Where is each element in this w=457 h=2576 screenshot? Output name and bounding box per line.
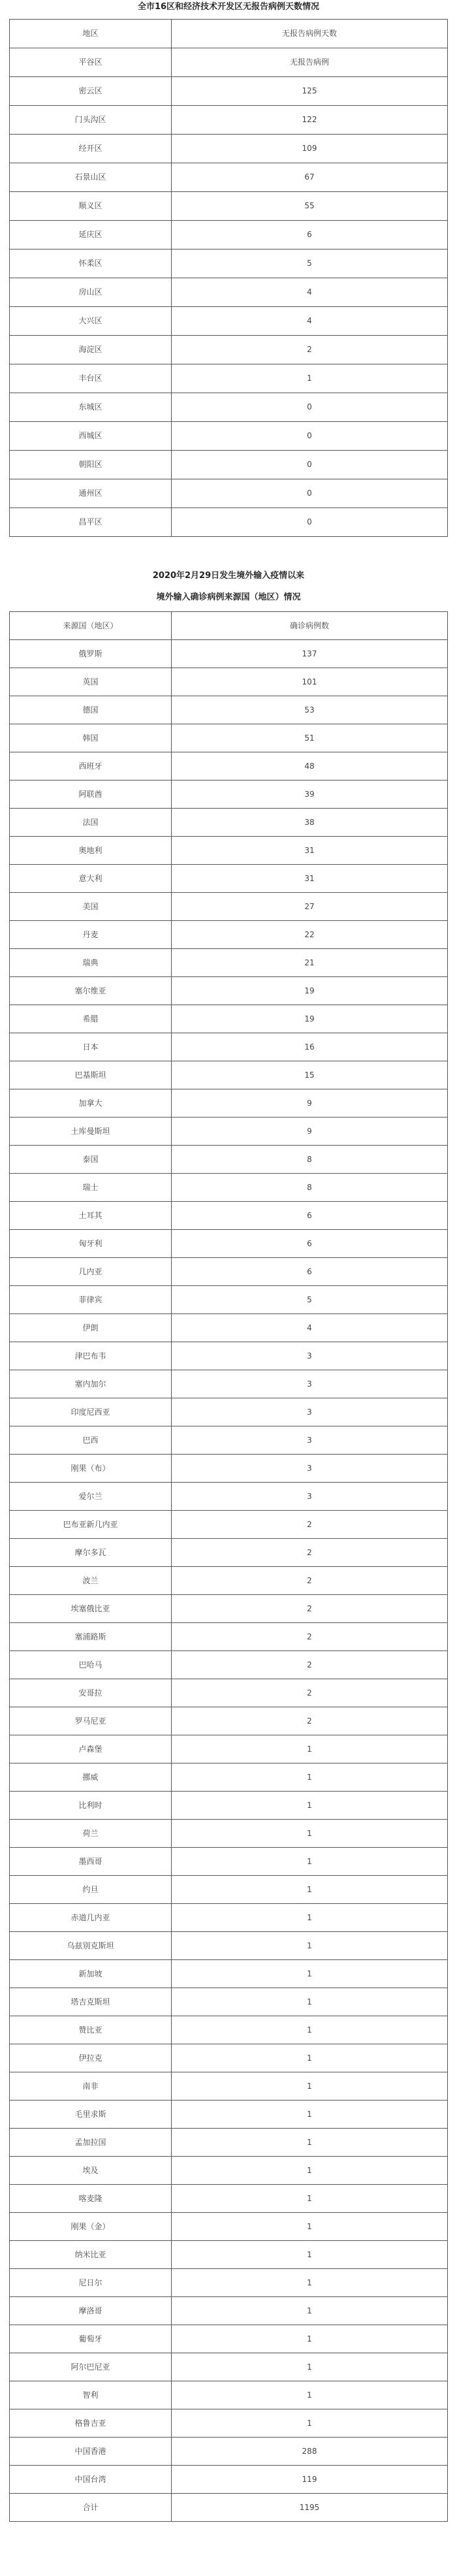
region-cell: 约旦: [10, 1876, 172, 1904]
value-cell: 137: [172, 640, 448, 668]
value-cell: 无报告病例: [172, 48, 448, 77]
value-cell: 22: [172, 921, 448, 949]
table-row: [10, 451, 448, 479]
table-row: [10, 1848, 448, 1876]
value-cell: 109: [172, 135, 448, 163]
region-cell: 孟加拉国: [10, 2129, 172, 2157]
table-row: [10, 1932, 448, 1960]
value-cell: 48: [172, 752, 448, 781]
table-row: [10, 1455, 448, 1483]
region-cell: 塔吉克斯坦: [10, 1988, 172, 2016]
region-cell: 中国香港: [10, 2438, 172, 2466]
value-cell: 3: [172, 1398, 448, 1426]
table-row: [10, 2297, 448, 2325]
table-row: [10, 1876, 448, 1904]
value-cell: 1: [172, 1848, 448, 1876]
region-cell: 瑞典: [10, 949, 172, 977]
value-cell: 1: [172, 2325, 448, 2353]
table-row: [10, 2016, 448, 2044]
value-cell: 2: [172, 1623, 448, 1651]
region-cell: 合计: [10, 2494, 172, 2522]
region-cell: 挪威: [10, 1763, 172, 1792]
table-row: [10, 1511, 448, 1539]
region-cell: 昌平区: [10, 508, 172, 537]
region-cell: 南非: [10, 2072, 172, 2101]
value-cell: 6: [172, 1230, 448, 1258]
value-cell: 1: [172, 2157, 448, 2185]
value-cell: 4: [172, 1314, 448, 1342]
region-cell: 东城区: [10, 393, 172, 422]
value-cell: 3: [172, 1342, 448, 1370]
region-cell: 荷兰: [10, 1820, 172, 1848]
value-cell: 31: [172, 865, 448, 893]
value-cell: 0: [172, 393, 448, 422]
region-cell: 土库曼斯坦: [10, 1118, 172, 1146]
value-cell: 4: [172, 307, 448, 336]
region-cell: 塞浦路斯: [10, 1623, 172, 1651]
value-cell: 1: [172, 1820, 448, 1848]
value-cell: 39: [172, 781, 448, 809]
value-cell: 1: [172, 2129, 448, 2157]
region-cell: 菲律宾: [10, 1286, 172, 1314]
region-cell: 日本: [10, 1033, 172, 1061]
region-cell: 门头沟区: [10, 106, 172, 135]
table-row: [10, 77, 448, 106]
table-row: [10, 48, 448, 77]
value-cell: 1: [172, 1932, 448, 1960]
region-cell: 津巴布韦: [10, 1342, 172, 1370]
region-cell: 美国: [10, 893, 172, 921]
table-row: [10, 1539, 448, 1567]
region-cell: 经开区: [10, 135, 172, 163]
region-cell: 罗马尼亚: [10, 1707, 172, 1735]
region-cell: 德国: [10, 696, 172, 724]
table-row: [10, 1061, 448, 1089]
region-cell: 埃塞俄比亚: [10, 1595, 172, 1623]
region-cell: 法国: [10, 809, 172, 837]
table-row: [10, 1370, 448, 1398]
imported-cases-table: [9, 611, 448, 2522]
region-cell: 葡萄牙: [10, 2325, 172, 2353]
table-row: [10, 1202, 448, 1230]
section1-title: 全市16区和经济技术开发区无报告病例天数情况: [137, 2, 320, 12]
region-cell: 希腊: [10, 1005, 172, 1033]
table-row: [10, 2269, 448, 2297]
value-cell: 288: [172, 2438, 448, 2466]
value-cell: 8: [172, 1146, 448, 1174]
table-row: [10, 837, 448, 865]
value-cell: 6: [172, 1258, 448, 1286]
table-row: [10, 336, 448, 364]
table-row: [10, 2325, 448, 2353]
value-cell: 1: [172, 2072, 448, 2101]
region-cell: 丹麦: [10, 921, 172, 949]
region-cell: 巴基斯坦: [10, 1061, 172, 1089]
table-row: [10, 668, 448, 696]
value-cell: 9: [172, 1089, 448, 1118]
region-cell: 平谷区: [10, 48, 172, 77]
value-cell: 0: [172, 508, 448, 537]
table-row: [10, 479, 448, 508]
value-cell: 4: [172, 278, 448, 307]
value-cell: 19: [172, 977, 448, 1005]
region-cell: 丰台区: [10, 364, 172, 393]
table-row: [10, 135, 448, 163]
table-row: [10, 2072, 448, 2101]
header-name-cell: 来源国（地区）: [10, 612, 172, 640]
table-row: [10, 1960, 448, 1988]
value-cell: 2: [172, 1511, 448, 1539]
value-cell: 1: [172, 2241, 448, 2269]
table-row: [10, 893, 448, 921]
table-row: [10, 2494, 448, 2522]
value-cell: 6: [172, 221, 448, 250]
region-cell: 朝阳区: [10, 451, 172, 479]
region-cell: 加拿大: [10, 1089, 172, 1118]
table-row: [10, 640, 448, 668]
value-cell: 1: [172, 1960, 448, 1988]
region-cell: 伊拉克: [10, 2044, 172, 2072]
value-cell: 3: [172, 1483, 448, 1511]
value-cell: 1: [172, 1988, 448, 2016]
value-cell: 3: [172, 1455, 448, 1483]
value-cell: 1: [172, 2213, 448, 2241]
value-cell: 9: [172, 1118, 448, 1146]
value-cell: 1: [172, 2353, 448, 2381]
region-cell: 格鲁吉亚: [10, 2409, 172, 2438]
region-cell: 比利时: [10, 1792, 172, 1820]
region-cell: 爱尔兰: [10, 1483, 172, 1511]
region-cell: 顺义区: [10, 192, 172, 221]
value-cell: 2: [172, 1651, 448, 1679]
table-row: [10, 1398, 448, 1426]
table-row: [10, 1314, 448, 1342]
table-row: [10, 949, 448, 977]
value-cell: 1: [172, 2044, 448, 2072]
region-cell: 西班牙: [10, 752, 172, 781]
table-row: [10, 1230, 448, 1258]
region-cell: 阿联酋: [10, 781, 172, 809]
table-row: [10, 2044, 448, 2072]
table-row: [10, 2241, 448, 2269]
table-row: [10, 696, 448, 724]
value-cell: 21: [172, 949, 448, 977]
value-cell: 1195: [172, 2494, 448, 2522]
value-cell: 5: [172, 250, 448, 278]
value-cell: 31: [172, 837, 448, 865]
value-cell: 0: [172, 422, 448, 451]
value-cell: 16: [172, 1033, 448, 1061]
value-cell: 2: [172, 1539, 448, 1567]
value-cell: 15: [172, 1061, 448, 1089]
region-cell: 意大利: [10, 865, 172, 893]
table-row: [10, 393, 448, 422]
table-row: [10, 921, 448, 949]
table-row: [10, 1146, 448, 1174]
value-cell: 101: [172, 668, 448, 696]
table-row: [10, 1286, 448, 1314]
table-row: [10, 752, 448, 781]
region-cell: 赞比亚: [10, 2016, 172, 2044]
table-row: [10, 1792, 448, 1820]
region-cell: 刚果（金）: [10, 2213, 172, 2241]
value-cell: 1: [172, 1792, 448, 1820]
region-cell: 刚果（布）: [10, 1455, 172, 1483]
table-row: [10, 192, 448, 221]
region-cell: 通州区: [10, 479, 172, 508]
table-row: [10, 1089, 448, 1118]
region-cell: 海淀区: [10, 336, 172, 364]
table-row: [10, 1483, 448, 1511]
value-cell: 1: [172, 1904, 448, 1932]
header-value-cell: 确诊病例数: [172, 612, 448, 640]
table-row: [10, 1426, 448, 1455]
value-cell: 8: [172, 1174, 448, 1202]
region-cell: 密云区: [10, 77, 172, 106]
region-cell: 巴布亚新几内亚: [10, 1511, 172, 1539]
table-row: [10, 2101, 448, 2129]
region-cell: 匈牙利: [10, 1230, 172, 1258]
table-row: [10, 781, 448, 809]
region-cell: 喀麦隆: [10, 2185, 172, 2213]
value-cell: 1: [172, 2185, 448, 2213]
value-cell: 1: [172, 2101, 448, 2129]
region-cell: 大兴区: [10, 307, 172, 336]
value-cell: 125: [172, 77, 448, 106]
table-row: [10, 1735, 448, 1763]
table-row: [10, 1707, 448, 1735]
table-row: [10, 2129, 448, 2157]
region-cell: 奥地利: [10, 837, 172, 865]
table-header-row: [10, 20, 448, 48]
table-row: [10, 1174, 448, 1202]
region-cell: 印度尼西亚: [10, 1398, 172, 1426]
table-row: [10, 1763, 448, 1792]
value-cell: 53: [172, 696, 448, 724]
value-cell: 38: [172, 809, 448, 837]
table-row: [10, 508, 448, 537]
value-cell: 0: [172, 451, 448, 479]
table-row: [10, 2409, 448, 2438]
region-cell: 赤道几内亚: [10, 1904, 172, 1932]
value-cell: 2: [172, 1707, 448, 1735]
region-cell: 巴西: [10, 1426, 172, 1455]
table-row: [10, 1118, 448, 1146]
table-row: [10, 1567, 448, 1595]
region-cell: 塞内加尔: [10, 1370, 172, 1398]
value-cell: 122: [172, 106, 448, 135]
value-cell: 3: [172, 1370, 448, 1398]
region-cell: 墨西哥: [10, 1848, 172, 1876]
region-cell: 巴哈马: [10, 1651, 172, 1679]
table-row: [10, 2438, 448, 2466]
table-row: [10, 1988, 448, 2016]
table-row: [10, 364, 448, 393]
region-cell: 泰国: [10, 1146, 172, 1174]
table-row: [10, 278, 448, 307]
region-cell: 摩尔多瓦: [10, 1539, 172, 1567]
region-cell: 毛里求斯: [10, 2101, 172, 2129]
district-days-table: [9, 19, 448, 537]
region-cell: 乌兹别克斯坦: [10, 1932, 172, 1960]
table-row: [10, 2466, 448, 2494]
value-cell: 119: [172, 2466, 448, 2494]
region-cell: 瑞士: [10, 1174, 172, 1202]
table-row: [10, 221, 448, 250]
section2-subtitle: 境外输入确诊病例来源国（地区）情况: [156, 592, 301, 602]
table-row: [10, 724, 448, 752]
region-cell: 波兰: [10, 1567, 172, 1595]
table-row: [10, 865, 448, 893]
value-cell: 51: [172, 724, 448, 752]
region-cell: 土耳其: [10, 1202, 172, 1230]
value-cell: 5: [172, 1286, 448, 1314]
region-cell: 智利: [10, 2381, 172, 2409]
header-name-cell: 地区: [10, 20, 172, 48]
region-cell: 中国台湾: [10, 2466, 172, 2494]
table-row: [10, 1342, 448, 1370]
region-cell: 延庆区: [10, 221, 172, 250]
table-row: [10, 106, 448, 135]
header-value-cell: 无报告病例天数: [172, 20, 448, 48]
region-cell: 石景山区: [10, 163, 172, 192]
table-row: [10, 977, 448, 1005]
region-cell: 伊朗: [10, 1314, 172, 1342]
value-cell: 6: [172, 1202, 448, 1230]
region-cell: 阿尔巴尼亚: [10, 2353, 172, 2381]
table-row: [10, 1820, 448, 1848]
table-row: [10, 1679, 448, 1707]
value-cell: 2: [172, 336, 448, 364]
table-row: [10, 1595, 448, 1623]
region-cell: 俄罗斯: [10, 640, 172, 668]
value-cell: 1: [172, 2269, 448, 2297]
table-row: [10, 2213, 448, 2241]
value-cell: 2: [172, 1679, 448, 1707]
table-row: [10, 250, 448, 278]
table-row: [10, 2157, 448, 2185]
region-cell: 韩国: [10, 724, 172, 752]
value-cell: 1: [172, 2381, 448, 2409]
table-row: [10, 1904, 448, 1932]
region-cell: 英国: [10, 668, 172, 696]
region-cell: 安哥拉: [10, 1679, 172, 1707]
value-cell: 2: [172, 1595, 448, 1623]
region-cell: 卢森堡: [10, 1735, 172, 1763]
value-cell: 0: [172, 479, 448, 508]
table-row: [10, 307, 448, 336]
table-row: [10, 2353, 448, 2381]
table-row: [10, 2185, 448, 2213]
region-cell: 几内亚: [10, 1258, 172, 1286]
region-cell: 塞尔维亚: [10, 977, 172, 1005]
value-cell: 1: [172, 2297, 448, 2325]
value-cell: 1: [172, 2409, 448, 2438]
region-cell: 西城区: [10, 422, 172, 451]
value-cell: 1: [172, 1735, 448, 1763]
value-cell: 3: [172, 1426, 448, 1455]
value-cell: 1: [172, 1763, 448, 1792]
table-row: [10, 163, 448, 192]
region-cell: 摩洛哥: [10, 2297, 172, 2325]
value-cell: 1: [172, 2016, 448, 2044]
value-cell: 55: [172, 192, 448, 221]
table-row: [10, 2381, 448, 2409]
value-cell: 19: [172, 1005, 448, 1033]
table-row: [10, 809, 448, 837]
region-cell: 怀柔区: [10, 250, 172, 278]
value-cell: 1: [172, 364, 448, 393]
table-row: [10, 422, 448, 451]
table-row: [10, 1258, 448, 1286]
region-cell: 纳米比亚: [10, 2241, 172, 2269]
value-cell: 67: [172, 163, 448, 192]
region-cell: 埃及: [10, 2157, 172, 2185]
table-row: [10, 1033, 448, 1061]
value-cell: 27: [172, 893, 448, 921]
region-cell: 新加坡: [10, 1960, 172, 1988]
table-header-row: [10, 612, 448, 640]
region-cell: 房山区: [10, 278, 172, 307]
table-row: [10, 1005, 448, 1033]
section2-title: 2020年2月29日发生境外输入疫情以来: [152, 571, 305, 581]
region-cell: 尼日尔: [10, 2269, 172, 2297]
value-cell: 2: [172, 1567, 448, 1595]
table-row: [10, 1623, 448, 1651]
value-cell: 1: [172, 1876, 448, 1904]
table-row: [10, 1651, 448, 1679]
